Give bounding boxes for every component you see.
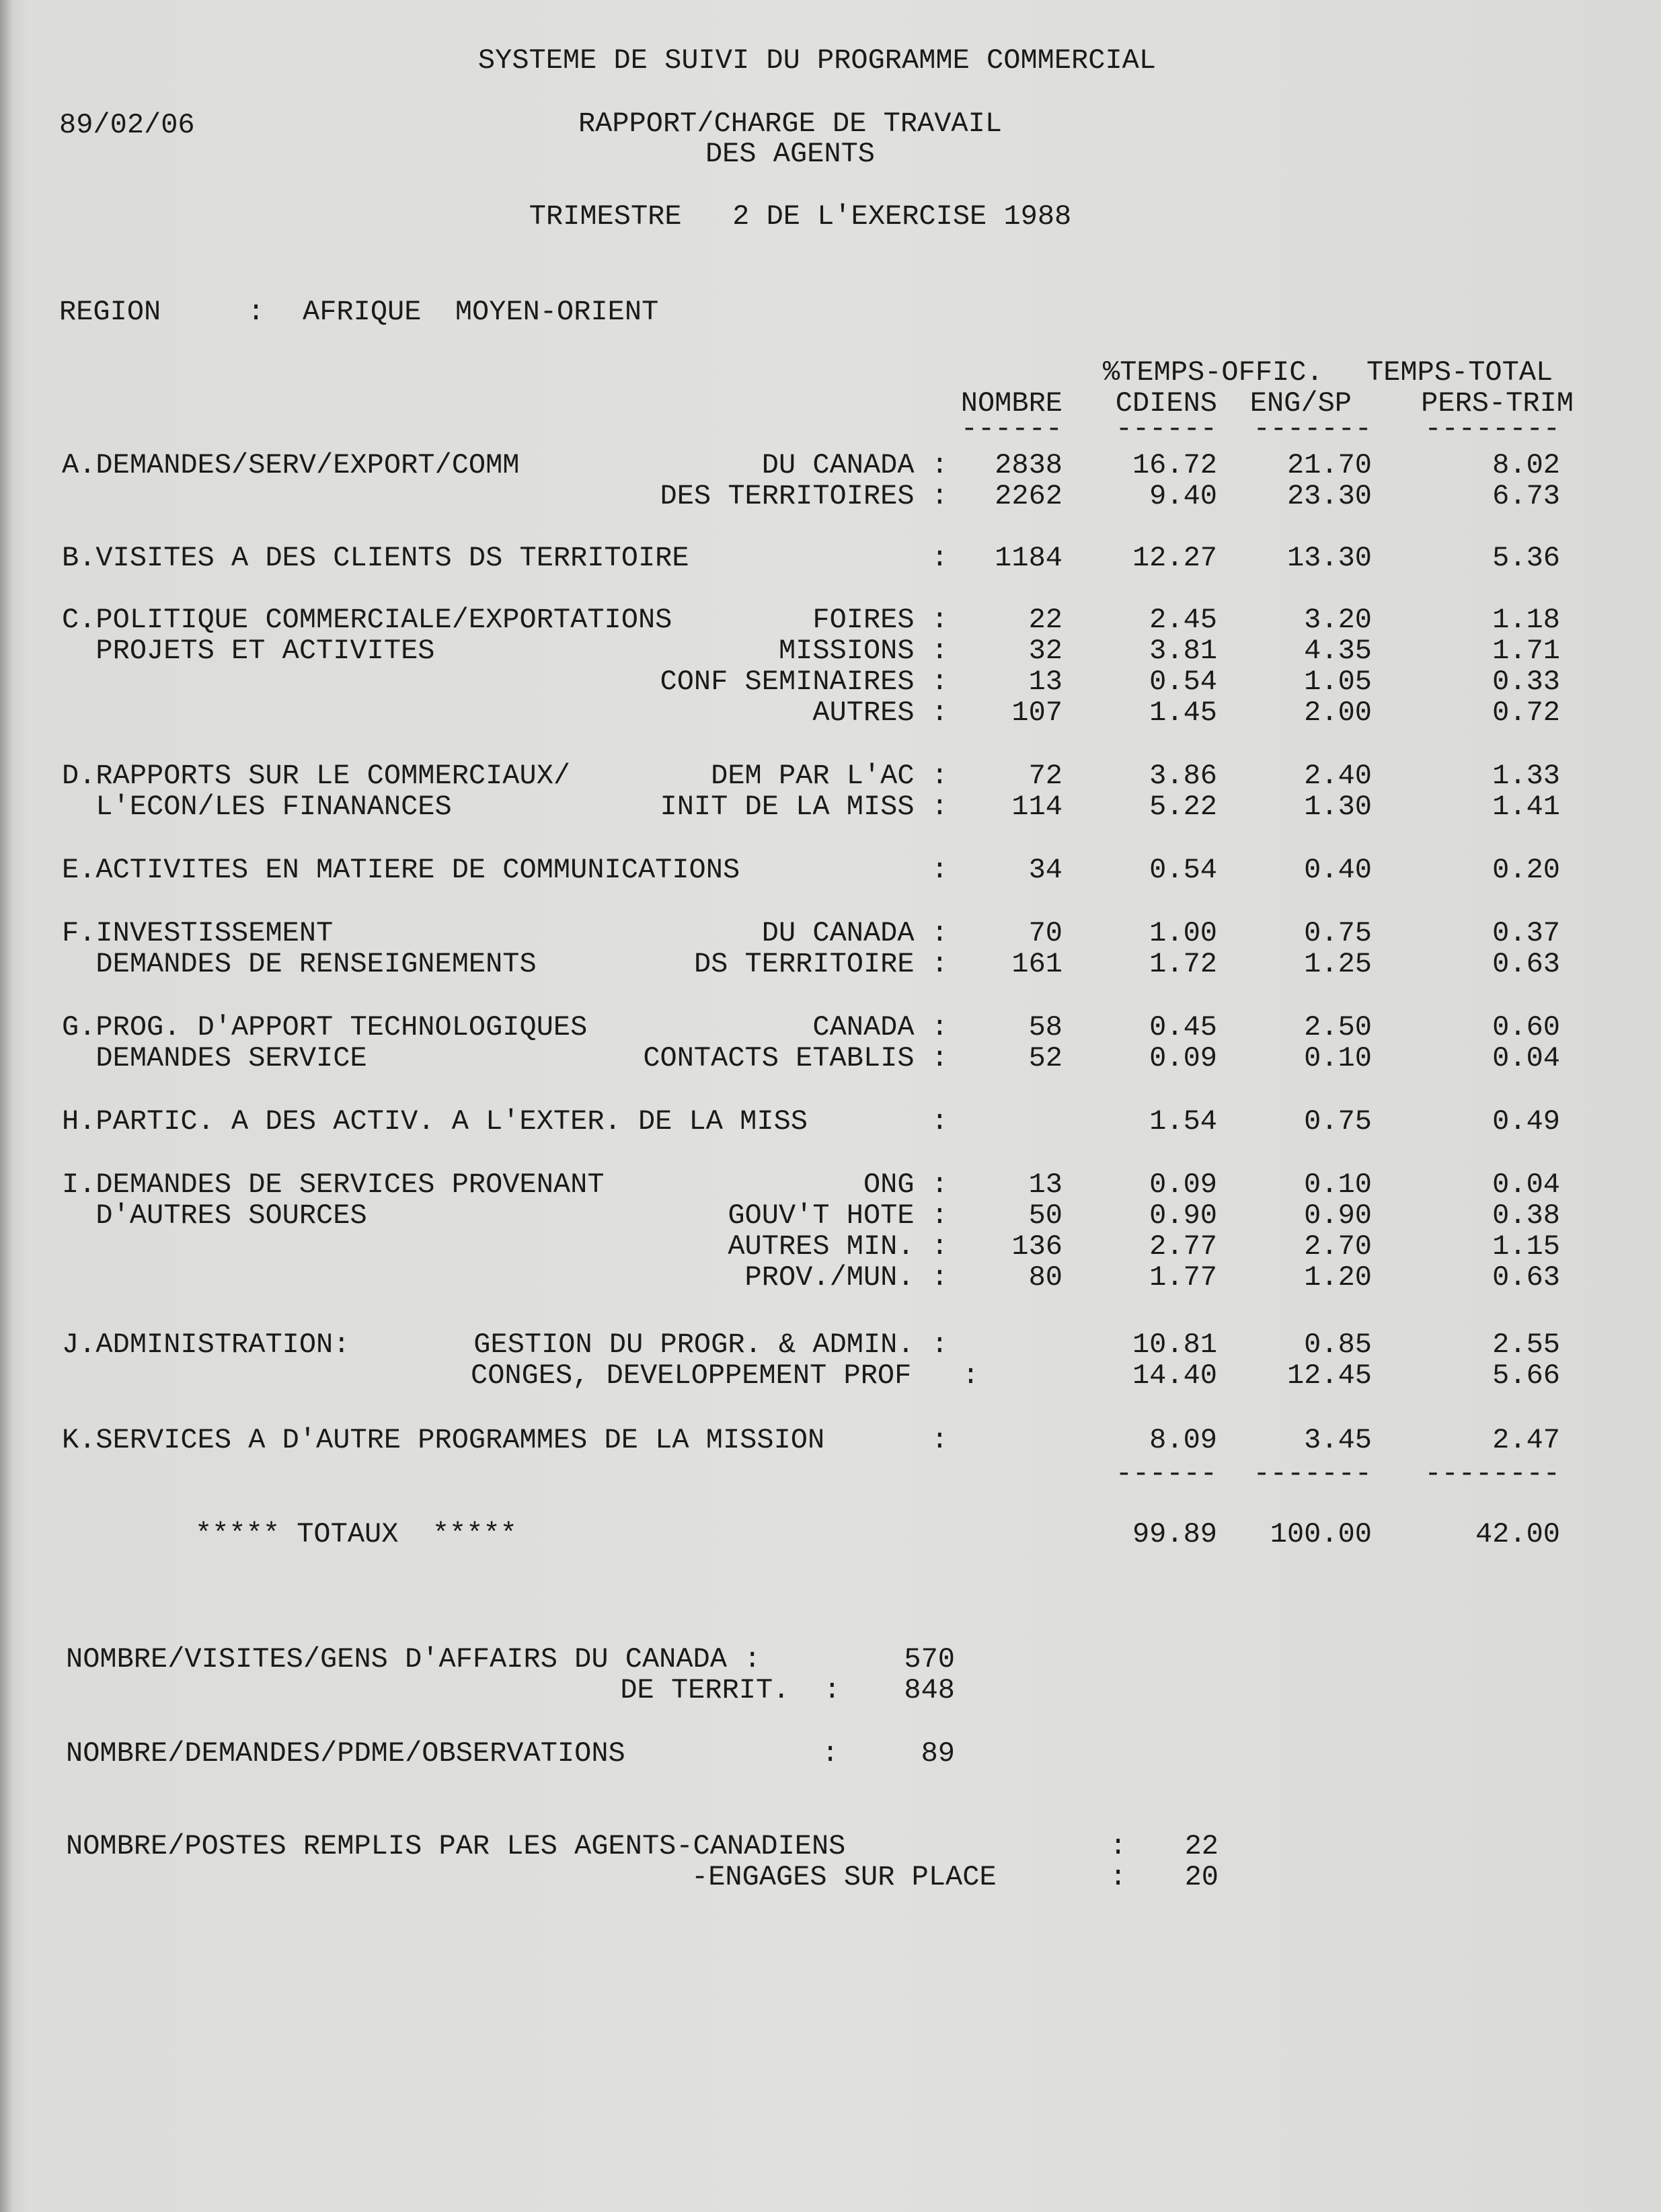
row-nombre: 70 <box>1028 917 1063 949</box>
row-nombre: 114 <box>1011 791 1063 823</box>
demandes-separator: : <box>822 1737 839 1770</box>
totals-rule-cdiens: ------ <box>1115 1458 1217 1490</box>
visites-territ-label: DE TERRIT. : <box>620 1674 841 1706</box>
row-sublabel: ONG : <box>863 1169 948 1201</box>
row-sublabel: MISSIONS : <box>778 635 948 667</box>
region-separator: : <box>247 296 265 328</box>
row-perstrim: 2.47 <box>1492 1424 1560 1456</box>
row-sublabel: : <box>931 542 948 574</box>
row-engsp: 21.70 <box>1286 449 1372 481</box>
row-engsp: 2.70 <box>1304 1230 1372 1263</box>
row-label: A.DEMANDES/SERV/EXPORT/COMM <box>62 449 520 481</box>
row-label: G.PROG. D'APPORT TECHNOLOGIQUES <box>62 1011 588 1043</box>
totals-label: ***** TOTAUX ***** <box>195 1518 517 1550</box>
demandes-label: NOMBRE/DEMANDES/PDME/OBSERVATIONS <box>66 1737 625 1770</box>
row-perstrim: 1.41 <box>1492 791 1560 823</box>
row-nombre: 34 <box>1028 854 1063 886</box>
row-engsp: 0.85 <box>1304 1329 1372 1361</box>
row-cdiens: 0.90 <box>1149 1199 1217 1232</box>
region-label: REGION <box>59 296 161 328</box>
totals-rule-engsp: ------- <box>1253 1458 1372 1490</box>
row-cdiens: 0.09 <box>1149 1042 1217 1074</box>
row-perstrim: 1.15 <box>1492 1230 1560 1263</box>
row-perstrim: 8.02 <box>1492 449 1560 481</box>
row-sublabel: CANADA : <box>812 1011 948 1043</box>
row-nombre: 13 <box>1028 666 1063 698</box>
row-sublabel: CONF SEMINAIRES : <box>660 666 948 698</box>
rule-cdiens: ------ <box>1115 413 1217 445</box>
region-value: AFRIQUE MOYEN-ORIENT <box>303 296 659 328</box>
row-label: DEMANDES DE RENSEIGNEMENTS <box>62 948 537 980</box>
row-cdiens: 16.72 <box>1132 449 1217 481</box>
rule-perstrim: -------- <box>1424 413 1560 445</box>
row-engsp: 0.10 <box>1304 1169 1372 1201</box>
row-engsp: 4.35 <box>1304 635 1372 667</box>
report-period: TRIMESTRE 2 DE L'EXERCISE 1988 <box>529 200 1072 233</box>
report-title-line-2: DES AGENTS <box>705 138 876 170</box>
report-title-line-1: RAPPORT/CHARGE DE TRAVAIL <box>578 108 1003 140</box>
row-perstrim: 0.37 <box>1492 917 1560 949</box>
col-group-header: %TEMPS-OFFIC. <box>1103 356 1323 389</box>
row-nombre: 72 <box>1028 760 1063 792</box>
row-perstrim: 2.55 <box>1492 1329 1560 1361</box>
row-sublabel: DS TERRITOIRE : <box>693 948 948 980</box>
col-header-cdiens: CDIENS <box>1115 387 1217 420</box>
row-cdiens: 5.22 <box>1149 791 1217 823</box>
row-label: H.PARTIC. A DES ACTIV. A L'EXTER. DE LA MISS <box>62 1105 808 1138</box>
row-nombre: 13 <box>1028 1169 1063 1201</box>
row-nombre: 161 <box>1011 948 1063 980</box>
row-nombre: 80 <box>1028 1261 1063 1294</box>
row-perstrim: 0.72 <box>1492 697 1560 729</box>
row-engsp: 1.30 <box>1304 791 1372 823</box>
row-cdiens: 1.77 <box>1149 1261 1217 1294</box>
row-engsp: 13.30 <box>1286 542 1372 574</box>
row-perstrim: 0.49 <box>1492 1105 1560 1138</box>
row-perstrim: 0.63 <box>1492 1261 1560 1294</box>
row-engsp: 1.05 <box>1304 666 1372 698</box>
row-perstrim: 0.38 <box>1492 1199 1560 1232</box>
row-perstrim: 6.73 <box>1492 480 1560 512</box>
row-cdiens: 2.45 <box>1149 604 1217 636</box>
row-perstrim: 5.36 <box>1492 542 1560 574</box>
row-label: F.INVESTISSEMENT <box>62 917 334 949</box>
row-perstrim: 1.71 <box>1492 635 1560 667</box>
row-cdiens: 0.09 <box>1149 1169 1217 1201</box>
row-nombre: 58 <box>1028 1011 1063 1043</box>
row-engsp: 0.75 <box>1304 1105 1372 1138</box>
row-perstrim: 0.04 <box>1492 1169 1560 1201</box>
postes-separator-2: : <box>1110 1861 1127 1893</box>
row-cdiens: 12.27 <box>1132 542 1217 574</box>
postes-canadiens-value: 22 <box>1184 1830 1219 1862</box>
row-sublabel: CONGES, DEVELOPPEMENT PROF : <box>471 1359 980 1392</box>
row-sublabel: CONTACTS ETABLIS : <box>643 1042 948 1074</box>
visites-canada-value: 570 <box>904 1643 955 1675</box>
totals-cdiens: 99.89 <box>1132 1518 1217 1550</box>
row-engsp: 0.10 <box>1304 1042 1372 1074</box>
row-sublabel: GOUV'T HOTE : <box>728 1199 948 1232</box>
row-engsp: 0.90 <box>1304 1199 1372 1232</box>
row-sublabel: INIT DE LA MISS : <box>660 791 948 823</box>
row-label: D.RAPPORTS SUR LE COMMERCIAUX/ <box>62 760 571 792</box>
row-sublabel: AUTRES MIN. : <box>728 1230 948 1263</box>
row-sublabel: : <box>931 854 948 886</box>
row-nombre: 136 <box>1011 1230 1063 1263</box>
row-cdiens: 14.40 <box>1132 1359 1217 1392</box>
row-perstrim: 0.04 <box>1492 1042 1560 1074</box>
row-nombre <box>901 1359 1063 1392</box>
row-engsp: 2.50 <box>1304 1011 1372 1043</box>
row-label: PROJETS ET ACTIVITES <box>62 635 435 667</box>
row-engsp: 12.45 <box>1286 1359 1372 1392</box>
col-header-nombre: NOMBRE <box>960 387 1063 420</box>
row-nombre <box>901 1424 1063 1456</box>
row-engsp: 1.25 <box>1304 948 1372 980</box>
row-engsp: 2.00 <box>1304 697 1372 729</box>
row-sublabel: : <box>931 1424 948 1456</box>
row-cdiens: 2.77 <box>1149 1230 1217 1263</box>
row-sublabel: GESTION DU PROGR. & ADMIN. : <box>473 1329 948 1361</box>
postes-place-value: 20 <box>1184 1861 1219 1893</box>
demandes-value: 89 <box>921 1737 955 1770</box>
rule-nombre: ------ <box>960 413 1063 445</box>
row-cdiens: 1.72 <box>1149 948 1217 980</box>
row-label: D'AUTRES SOURCES <box>62 1199 367 1232</box>
totals-engsp: 100.00 <box>1270 1518 1372 1550</box>
row-cdiens: 3.81 <box>1149 635 1217 667</box>
row-nombre <box>901 1105 1063 1138</box>
row-cdiens: 1.00 <box>1149 917 1217 949</box>
row-label: K.SERVICES A D'AUTRE PROGRAMMES DE LA MISSION <box>62 1424 825 1456</box>
col-header-perstrim: PERS-TRIM <box>1421 387 1574 420</box>
row-label: B.VISITES A DES CLIENTS DS TERRITOIRE <box>62 542 689 574</box>
row-sublabel: : <box>931 1105 948 1138</box>
row-perstrim: 0.33 <box>1492 666 1560 698</box>
row-cdiens: 10.81 <box>1132 1329 1217 1361</box>
row-nombre: 22 <box>1028 604 1063 636</box>
page-edge-shadow <box>0 0 12 2212</box>
row-perstrim: 1.33 <box>1492 760 1560 792</box>
row-sublabel: DEM PAR L'AC : <box>711 760 948 792</box>
row-perstrim: 0.63 <box>1492 948 1560 980</box>
row-label: DEMANDES SERVICE <box>62 1042 367 1074</box>
row-perstrim: 5.66 <box>1492 1359 1560 1392</box>
row-nombre: 50 <box>1028 1199 1063 1232</box>
row-sublabel: AUTRES : <box>812 697 948 729</box>
row-cdiens: 0.54 <box>1149 666 1217 698</box>
totals-rule-perstrim: -------- <box>1424 1458 1560 1490</box>
row-engsp: 3.45 <box>1304 1424 1372 1456</box>
row-engsp: 2.40 <box>1304 760 1372 792</box>
row-sublabel: DU CANADA : <box>761 449 948 481</box>
row-sublabel: FOIRES : <box>812 604 948 636</box>
row-nombre: 32 <box>1028 635 1063 667</box>
row-nombre: 1184 <box>995 542 1063 574</box>
row-nombre <box>901 1329 1063 1361</box>
row-engsp: 3.20 <box>1304 604 1372 636</box>
row-engsp: 23.30 <box>1286 480 1372 512</box>
row-engsp: 0.75 <box>1304 917 1372 949</box>
postes-separator-1: : <box>1110 1830 1127 1862</box>
row-cdiens: 9.40 <box>1149 480 1217 512</box>
row-cdiens: 0.54 <box>1149 854 1217 886</box>
row-cdiens: 3.86 <box>1149 760 1217 792</box>
totals-perstrim: 42.00 <box>1475 1518 1560 1550</box>
visites-label: NOMBRE/VISITES/GENS D'AFFAIRS DU CANADA : <box>66 1643 761 1675</box>
row-label: C.POLITIQUE COMMERCIALE/EXPORTATIONS <box>62 604 672 636</box>
report-date: 89/02/06 <box>59 109 195 141</box>
row-sublabel: DES TERRITOIRES : <box>660 480 948 512</box>
rule-engsp: ------- <box>1253 413 1372 445</box>
row-nombre: 2838 <box>995 449 1063 481</box>
system-title: SYSTEME DE SUIVI DU PROGRAMME COMMERCIAL <box>477 44 1157 77</box>
row-perstrim: 0.20 <box>1492 854 1560 886</box>
row-sublabel: DU CANADA : <box>761 917 948 949</box>
row-label: I.DEMANDES DE SERVICES PROVENANT <box>62 1169 605 1201</box>
row-perstrim: 0.60 <box>1492 1011 1560 1043</box>
col-total-header: TEMPS-TOTAL <box>1366 356 1553 389</box>
row-nombre: 107 <box>1011 697 1063 729</box>
row-cdiens: 8.09 <box>1149 1424 1217 1456</box>
row-cdiens: 1.54 <box>1149 1105 1217 1138</box>
postes-label: NOMBRE/POSTES REMPLIS PAR LES AGENTS-CANADIENS <box>66 1830 846 1862</box>
row-engsp: 1.20 <box>1304 1261 1372 1294</box>
row-sublabel: PROV./MUN. : <box>744 1261 948 1294</box>
postes-place-label: -ENGAGES SUR PLACE <box>691 1861 997 1893</box>
row-label: E.ACTIVITES EN MATIERE DE COMMUNICATIONS <box>62 854 740 886</box>
row-label: L'ECON/LES FINANANCES <box>62 791 452 823</box>
row-label: J.ADMINISTRATION: <box>62 1329 350 1361</box>
row-engsp: 0.40 <box>1304 854 1372 886</box>
row-nombre: 52 <box>1028 1042 1063 1074</box>
visites-territ-value: 848 <box>904 1674 955 1706</box>
row-perstrim: 1.18 <box>1492 604 1560 636</box>
row-cdiens: 1.45 <box>1149 697 1217 729</box>
row-nombre: 2262 <box>995 480 1063 512</box>
col-header-engsp: ENG/SP <box>1249 387 1352 420</box>
row-cdiens: 0.45 <box>1149 1011 1217 1043</box>
